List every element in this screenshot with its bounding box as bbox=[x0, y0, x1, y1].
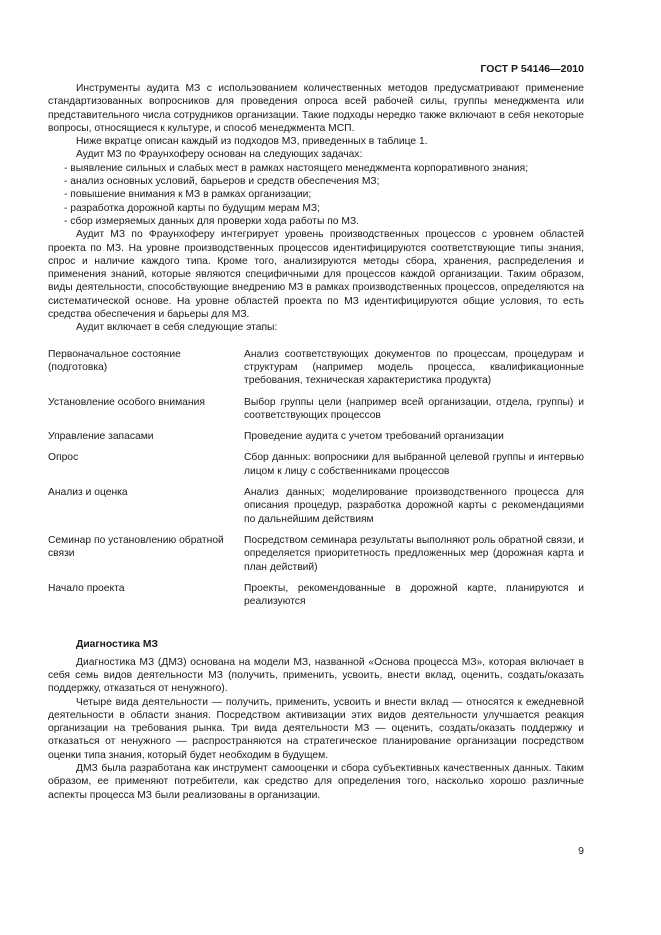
stage-description: Сбор данных: вопросники для выбранной целевой группы и интервью лицом к лицу с собственниками процессов bbox=[244, 452, 584, 477]
list-item: - анализ основных условий, барьеров и средств обеспечения МЗ; bbox=[64, 176, 380, 188]
paragraph-fraunhofer-integration: Аудит МЗ по Фраунхоферу интегрирует уровень производственных процессов с уровнем областей проекта по МЗ. На уровне производственных процессов идентифицируются соответствующие типы знания, спрос и наличие каждого типа. Кроме того, анализируются методы сбора, хранения, распределения и применения знаний, которые являются специфичными для процессов каждой организации. Таким образом, виды деятельности, способствующие внедрению МЗ в рамках производственных процессов, определяются на систематической основе. На уровне областей проекта по МЗ идентифицируются общие условия, то есть средства обеспечения и барьеры для МЗ. bbox=[48, 229, 584, 321]
list-item: - повышение внимания к МЗ в рамках организации; bbox=[64, 189, 312, 201]
stage-name: Опрос bbox=[48, 452, 79, 464]
table-row bbox=[48, 534, 584, 582]
paragraph-approaches-intro: Ниже вкратце описан каждый из подходов МЗ, приведенных в таблице 1. bbox=[76, 136, 428, 148]
paragraph-fraunhofer-tasks-intro: Аудит МЗ по Фраунхоферу основан на следующих задачах: bbox=[76, 149, 363, 161]
table-row bbox=[48, 582, 584, 617]
list-item: - выявление сильных и слабых мест в рамках настоящего менеджмента корпоративного знания; bbox=[64, 162, 529, 174]
stage-description: Посредством семинара результаты выполняют роль обратной связи, и определяется приоритетность предложенных мер (дорожная карта и план действий) bbox=[244, 534, 584, 573]
table-row bbox=[48, 430, 584, 451]
stage-description: Проведение аудита с учетом требований организации bbox=[244, 431, 504, 443]
list-item: - разработка дорожной карты по будущим мерам МЗ; bbox=[64, 202, 320, 214]
stage-description: Проекты, рекомендованные в дорожной карте, планируются и реализуются bbox=[244, 582, 584, 608]
page-number: 9 bbox=[578, 845, 584, 857]
stage-description: Анализ соответствующих документов по процессам, процедурам и структурам (например модель процесса, квалификационные требования, техническая характеристика продукта) bbox=[244, 348, 584, 387]
stage-name: Семинар по установлению обратной связи bbox=[48, 534, 224, 560]
section-heading: Диагностика МЗ bbox=[76, 639, 158, 651]
table-row bbox=[48, 348, 584, 396]
standard-designation: ГОСТ Р 54146—2010 bbox=[480, 63, 584, 75]
page-body bbox=[48, 82, 584, 802]
table-row bbox=[48, 451, 584, 486]
stage-description: Анализ данных; моделирование производственного процесса для описания процедур, разработка дорожной карты с рекомендациями по дальнейшим действиям bbox=[244, 487, 584, 525]
paragraph-self-assessment: ДМЗ была разработана как инструмент самооценки и сбора субъективных качественных данных. Таким образом, ее применяют потребители, как средство для определения того, насколько хорошо различные аспекты процесса МЗ были реализованы в организации. bbox=[48, 763, 584, 801]
paragraph-quantitative-audit: Инструменты аудита МЗ с использованием количественных методов предусматривают применение стандартизованных вопросников для проведения опроса всей рабочей силы, группы менеджмента или представительного числа сотрудников организации. Такие подходы нередко также включают в себя некоторые вопросы, относящиеся к культуре, и способ менеджмента МСП. bbox=[48, 83, 584, 134]
stage-name: Начало проекта bbox=[48, 582, 125, 594]
stage-name: Первоначальное состояние (подготовка) bbox=[48, 348, 181, 373]
table-row bbox=[48, 486, 584, 534]
list-item: - сбор измеряемых данных для проверки хода работы по МЗ. bbox=[64, 215, 360, 227]
stage-name: Установление особого внимания bbox=[48, 396, 205, 408]
stage-name: Управление запасами bbox=[48, 431, 154, 443]
task-list bbox=[48, 162, 584, 228]
stage-description: Выбор группы цели (например всей организации, отдела, группы) и соответствующих процессов bbox=[244, 396, 584, 421]
table-row bbox=[48, 396, 584, 431]
paragraph-four-activities: Четыре вида деятельности — получить, применить, усвоить и внести вклад — относятся к ежедневной деятельности в области знания. Посредством активизации этих видов деятельности улучшается реакция организации на требования рынка. Три вида деятельности МЗ — оценить, создать/оказать поддержку и отказаться от ненужного — распространяются на стратегическое планирование организации посредством оценки типа знания, который будет необходим в будущем. bbox=[48, 696, 584, 761]
paragraph-stages-intro: Аудит включает в себя следующие этапы: bbox=[76, 322, 278, 334]
audit-stages-table bbox=[48, 348, 584, 617]
paragraph-dmz-basis: Диагностика МЗ (ДМЗ) основана на модели МЗ, названной «Основа процесса МЗ», которая включает в себя семь видов деятельности МЗ (получить, применить, усвоить, внести вклад, оценить, создать/оказать поддержку, отказаться от ненужного). bbox=[48, 656, 584, 695]
stage-name: Анализ и оценка bbox=[48, 487, 128, 499]
